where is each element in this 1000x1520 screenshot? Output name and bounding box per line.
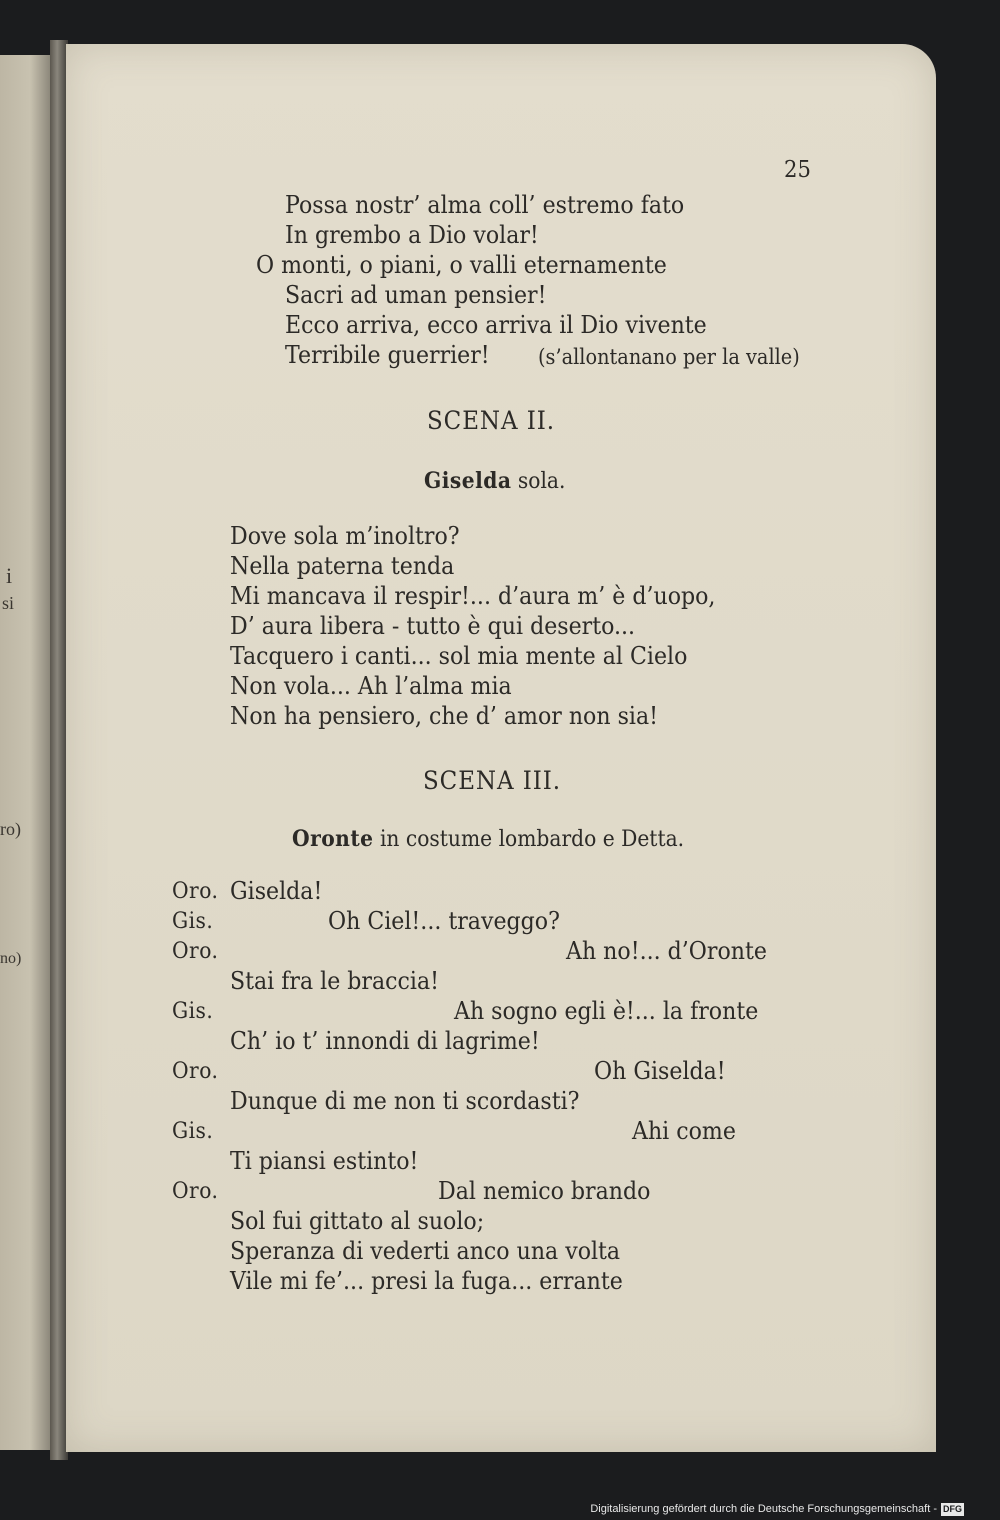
verse-line: Mi mancava il respir!... d’aura m’ è d’uopo, xyxy=(230,582,716,610)
speaker-label: Gis. xyxy=(172,1119,214,1144)
verse-line: Non vola... Ah l’alma mia xyxy=(230,672,512,700)
cast-line xyxy=(424,468,565,494)
speaker-label: Oro. xyxy=(172,1179,219,1204)
previous-page-fragment: ro) xyxy=(0,819,21,839)
cast-line xyxy=(292,826,684,852)
cast-note: sola. xyxy=(517,469,566,494)
dialogue-line: Ahi come xyxy=(632,1117,736,1145)
verse-line: Ecco arriva, ecco arriva il Dio vivente xyxy=(285,311,707,339)
verse-line: Tacquero i canti... sol mia mente al Cielo xyxy=(230,642,688,670)
speaker-label: Oro. xyxy=(172,939,219,964)
dialogue-line: Giselda! xyxy=(230,877,323,905)
book-page xyxy=(66,44,936,1452)
page-number: 25 xyxy=(784,157,811,183)
verse-line: Sacri ad uman pensier! xyxy=(285,281,547,309)
verse-line: In grembo a Dio volar! xyxy=(285,221,539,249)
dialogue-line: Ch’ io t’ innondi di lagrime! xyxy=(230,1027,540,1055)
character-name: Giselda xyxy=(424,468,512,494)
speaker-label: Oro. xyxy=(172,879,219,904)
verse-line: O monti, o piani, o valli eternamente xyxy=(256,251,667,279)
scene-heading: SCENA II. xyxy=(427,406,555,435)
dialogue-line: Dunque di me non ti scordasti? xyxy=(230,1087,580,1115)
verse-line: Terribile guerrier! xyxy=(285,341,490,369)
verse-line: Non ha pensiero, che d’ amor non sia! xyxy=(230,702,659,730)
character-name: Oronte xyxy=(292,826,374,852)
funding-notice: Digitalisierung gefördert durch die Deutsche Forschungsgemeinschaft - xyxy=(590,1503,937,1515)
dialogue-line: Ah no!... d’Oronte xyxy=(566,937,767,965)
speaker-label: Gis. xyxy=(172,909,214,934)
dfg-logo: DFG xyxy=(943,1503,962,1514)
previous-page-fragment: no) xyxy=(0,950,22,967)
stage-direction: (s’allontanano per la valle) xyxy=(538,345,800,369)
scene-heading: SCENA III. xyxy=(423,766,561,795)
digitization-footer xyxy=(590,1501,964,1517)
dialogue-line: Ti piansi estinto! xyxy=(230,1147,419,1175)
verse-line: Possa nostr’ alma coll’ estremo fato xyxy=(285,191,685,219)
speaker-label: Oro. xyxy=(172,1059,219,1084)
verse-line: D’ aura libera - tutto è qui deserto... xyxy=(230,612,636,640)
dialogue-line: Sol fui gittato al suolo; xyxy=(230,1207,485,1235)
dialogue-line: Oh Ciel!... traveggo? xyxy=(328,907,560,935)
previous-page-fragment: i xyxy=(6,563,13,588)
verse-line: Dove sola m’inoltro? xyxy=(230,522,460,550)
dialogue-line: Stai fra le braccia! xyxy=(230,967,439,995)
dialogue-line: Dal nemico brando xyxy=(438,1177,651,1205)
verse-line: Nella paterna tenda xyxy=(230,552,455,580)
dialogue-line: Oh Giselda! xyxy=(594,1057,726,1085)
previous-page-fragment: si xyxy=(2,593,15,613)
previous-page-edge xyxy=(0,55,50,1450)
dialogue-line: Speranza di vederti anco una volta xyxy=(230,1237,621,1265)
dialogue-line: Vile mi fe’... presi la fuga... errante xyxy=(230,1267,623,1295)
dialogue-line: Ah sogno egli è!... la fronte xyxy=(454,997,759,1025)
cast-note: in costume lombardo e Detta. xyxy=(379,827,685,852)
speaker-label: Gis. xyxy=(172,999,214,1024)
